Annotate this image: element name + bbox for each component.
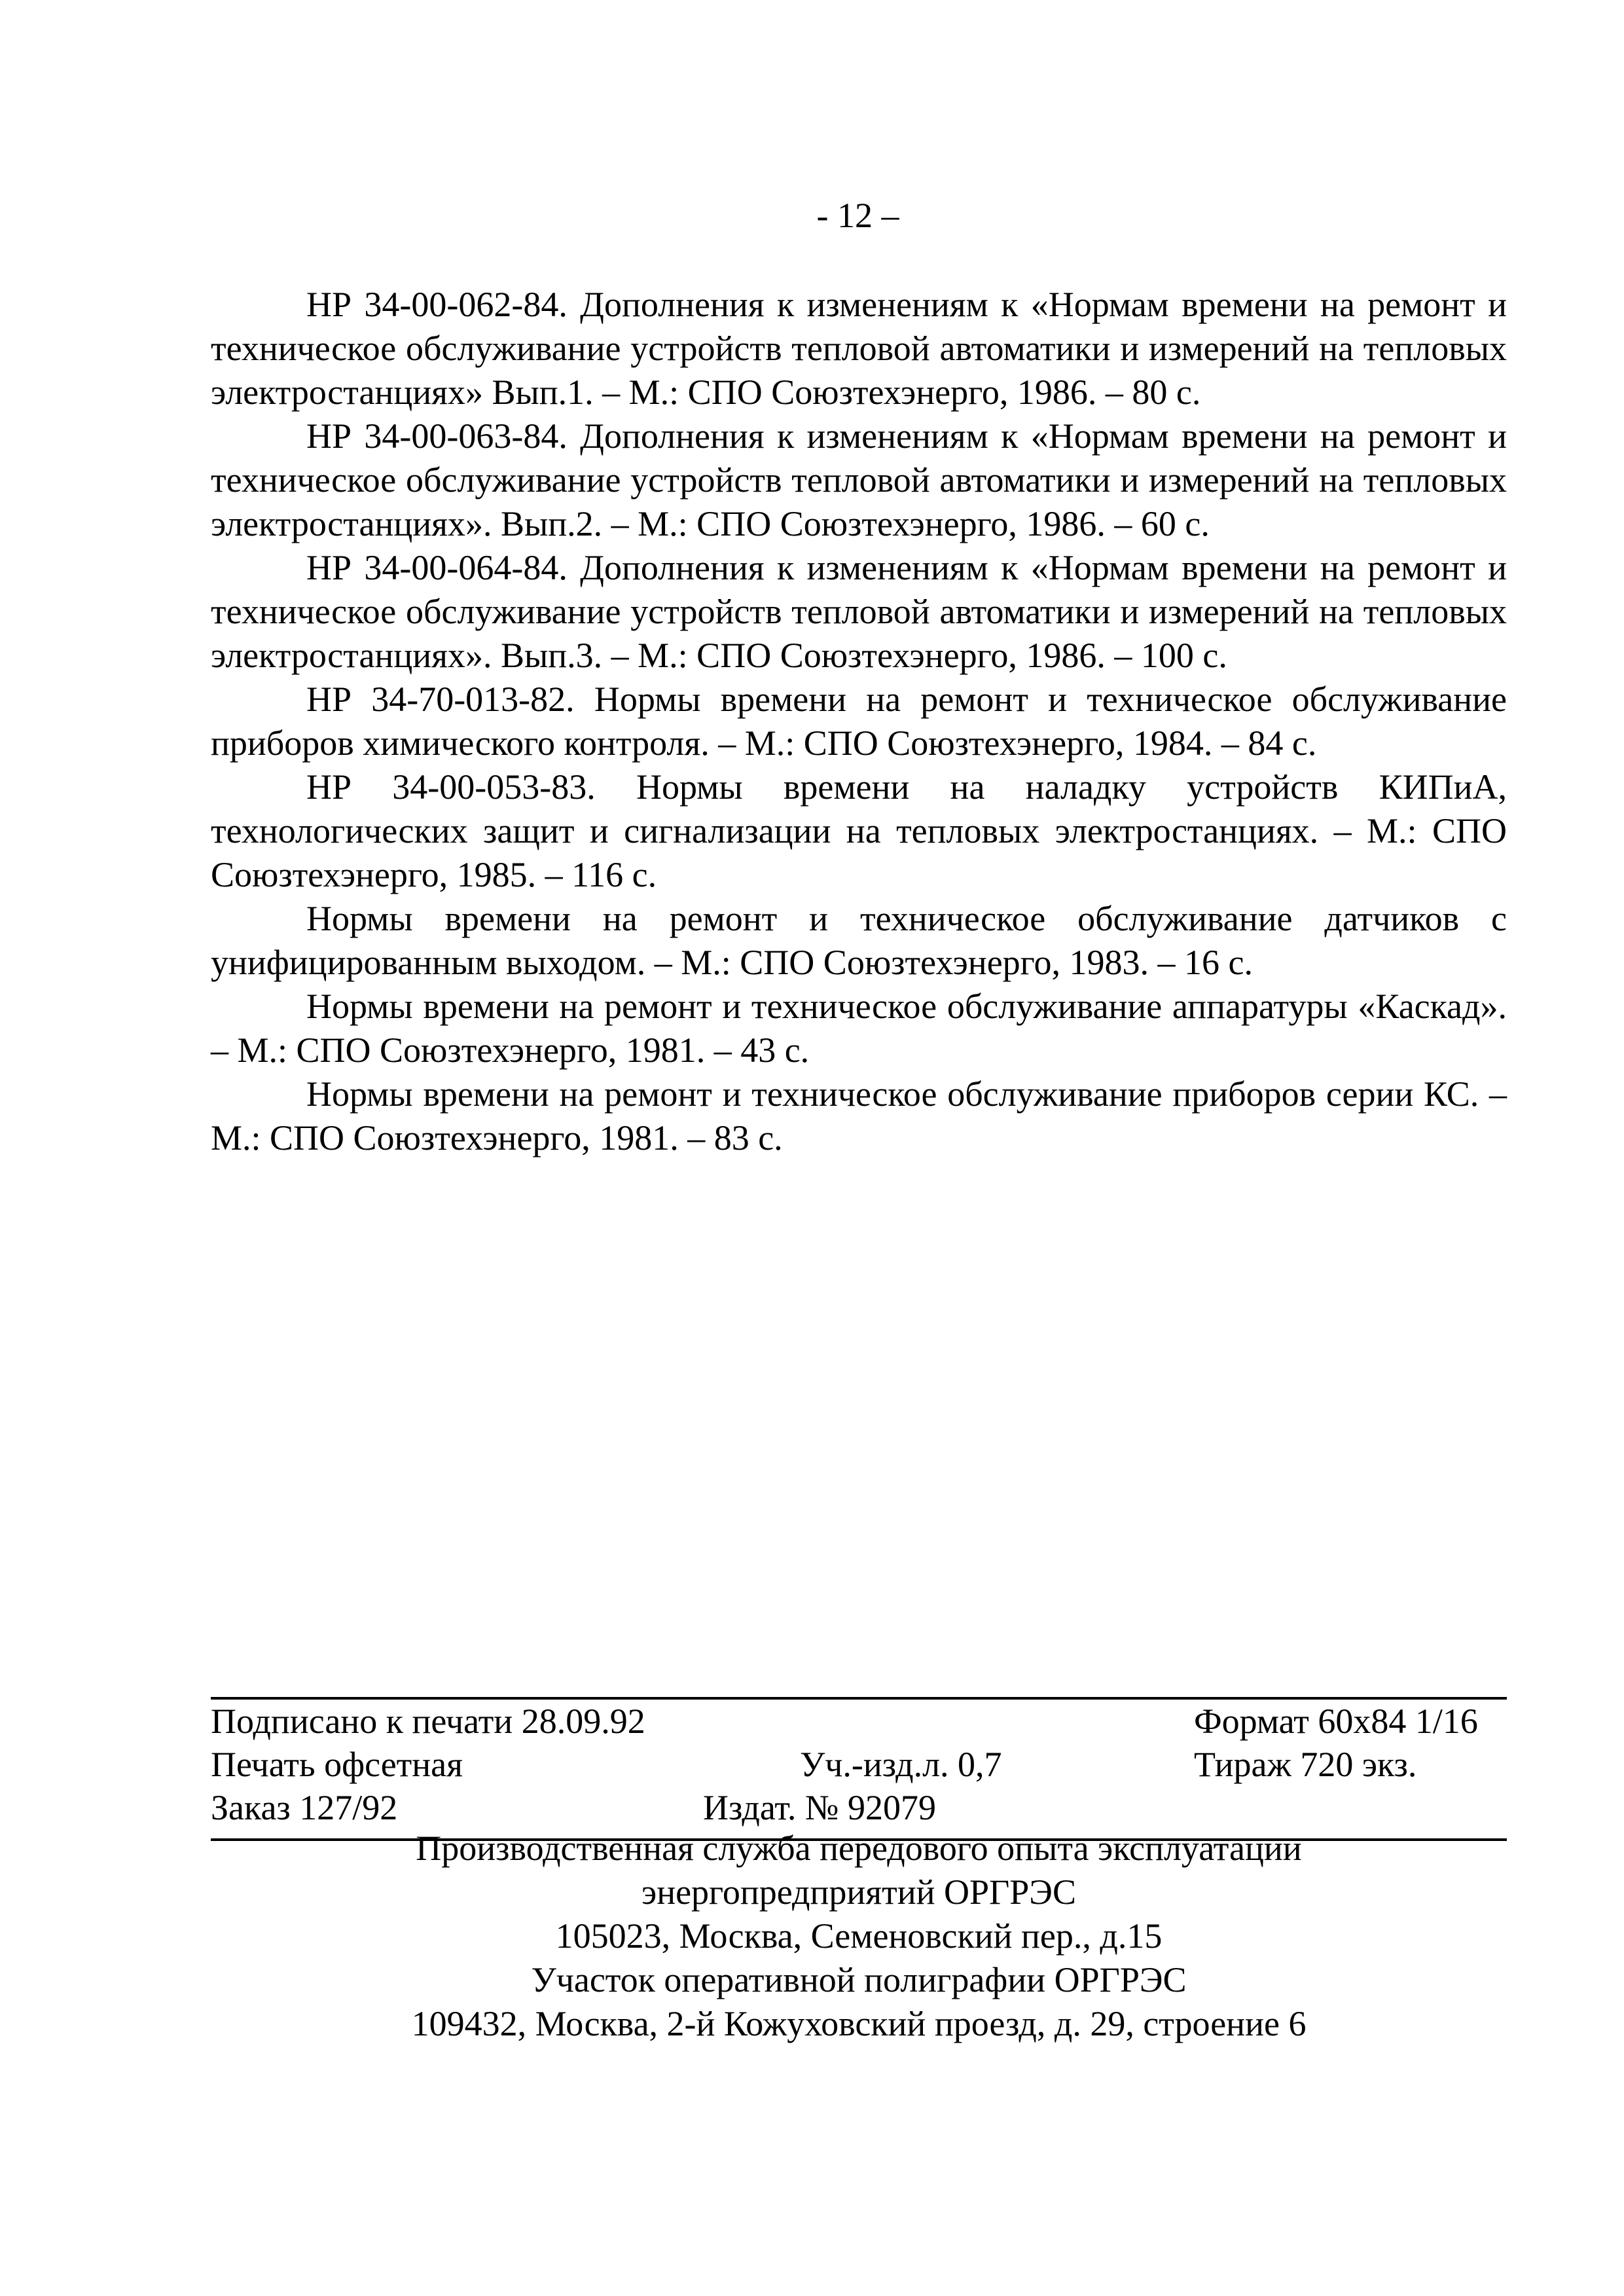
reference-item: НР 34-00-053-83. Нормы времени на наладку устройств КИПиА, технологических защит и сигнализации на тепловых электростанциях. – М.: СПО Союзтехэнерго, 1985. – 116 с. [211,767,1507,894]
reference-item: Нормы времени на ремонт и техническое обслуживание приборов серии КС. – М.: СПО Союзтехэнерго, 1981. – 83 с. [211,1074,1507,1157]
reference-item: НР 34-00-064-84. Дополнения к изменениям к «Нормам времени на ремонт и техническое обслуживание устройств тепловой автоматики и измерений на тепловых электростанциях». Вып.3. – М.: СПО Союзтехэнерго, 1986. – 100 с. [211,548,1507,675]
publisher-address: 105023, Москва, Семеновский пер., д.15 [555,1916,1163,1956]
reference-item: Нормы времени на ремонт и техническое обслуживание аппаратуры «Каскад». – М.: СПО Союзтехэнерго, 1981. – 43 с. [211,987,1507,1070]
publisher-line: Производственная служба передового опыта эксплуатации [416,1829,1302,1868]
print-run: Тираж 720 экз. [1194,1745,1417,1784]
imprint-grid [211,1700,1507,1838]
imprint-block [211,1697,1507,1841]
reference-item: НР 34-00-063-84. Дополнения к изменениям к «Нормам времени на ремонт и техническое обслуживание устройств тепловой автоматики и измерений на тепловых электростанциях». Вып.2. – М.: СПО Союзтехэнерго, 1986. – 60 с. [211,416,1507,543]
publisher-line: энергопредприятий ОРГРЭС [641,1872,1076,1912]
reference-list [211,283,1507,1160]
printing-shop-address: 109432, Москва, 2-й Кожуховский проезд, д. 29, строение 6 [411,2004,1307,2043]
publication-number: Издат. № 92079 [703,1788,936,1827]
reference-item: НР 34-70-013-82. Нормы времени на ремонт и техническое обслуживание приборов химического контроля. – М.: СПО Союзтехэнерго, 1984. – 84 с. [211,680,1507,763]
signed-for-print: Подписано к печати 28.09.92 [211,1702,645,1741]
paper-format: Формат 60x84 1/16 [1194,1702,1478,1741]
printing-method: Печать офсетная [211,1745,463,1784]
printing-shop: Участок оперативной полиграфии ОРГРЭС [531,1960,1187,1999]
publishing-volume: Уч.-изд.л. 0,7 [800,1745,1002,1784]
order-number: Заказ 127/92 [211,1788,398,1827]
reference-item: НР 34-00-062-84. Дополнения к изменениям к «Нормам времени на ремонт и техническое обслуживание устройств тепловой автоматики и измерений на тепловых электростанциях» Вып.1. – М.: СПО Союзтехэнерго, 1986. – 80 с. [211,285,1507,412]
reference-item: Нормы времени на ремонт и техническое обслуживание датчиков с унифицированным выходом. – М.: СПО Союзтехэнерго, 1983. – 16 с. [211,899,1507,982]
page-number: - 12 – [816,196,899,235]
publisher-info [211,1827,1507,2046]
